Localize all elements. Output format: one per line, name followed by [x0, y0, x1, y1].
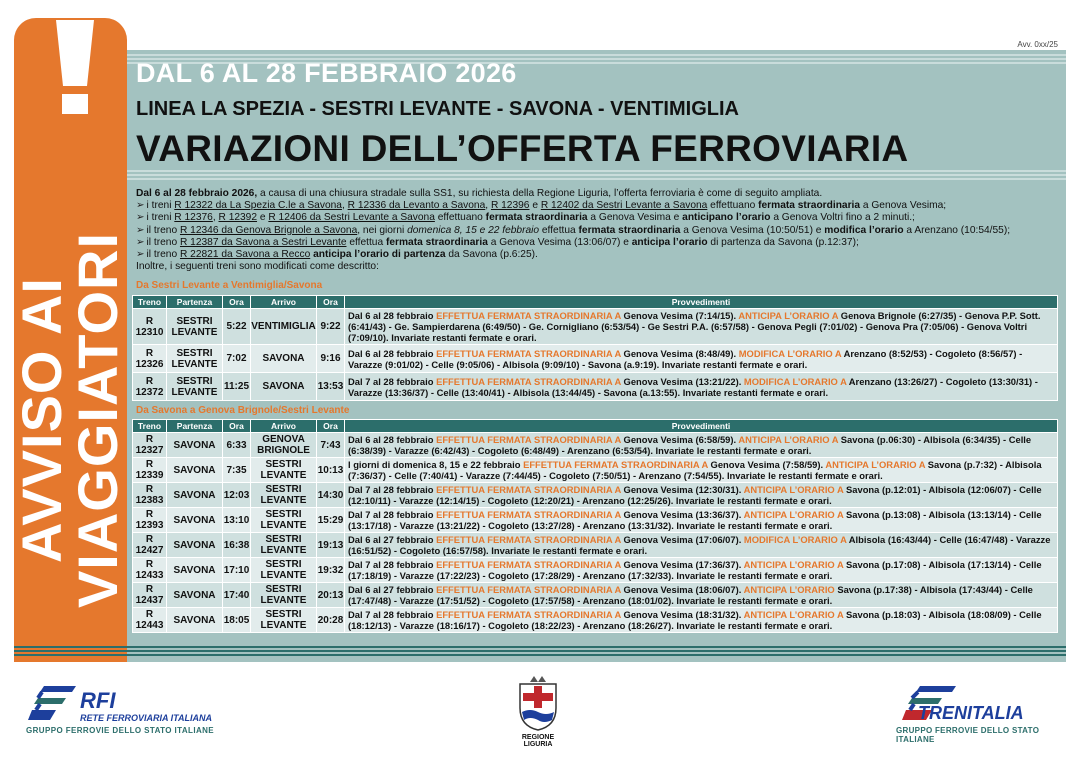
train-number: R 12372 [133, 373, 167, 401]
col-ora: Ora [223, 296, 251, 309]
table-row [133, 433, 1058, 458]
side-label-line-1: AVVISO AI [10, 277, 73, 563]
col-partenza: Partenza [167, 296, 223, 309]
departure-station: SAVONA [167, 458, 223, 483]
col-partenza: Partenza [167, 420, 223, 433]
intro-bullet-4: ➢ il treno R 12387 da Savona a Sestri Levante effettua fermata straordinaria a Genova Vesima (13:06/07) e anticipa l’orario di partenza da Savona (p.12:37); [136, 236, 859, 248]
arrival-time: 20:13 [317, 583, 345, 608]
train-number: R 12393 [133, 508, 167, 533]
table-row [133, 508, 1058, 533]
arrival-station: SAVONA [251, 345, 317, 373]
train-number: R 12443 [133, 608, 167, 633]
departure-station: SAVONA [167, 558, 223, 583]
table-row [133, 533, 1058, 558]
departure-station: SESTRI LEVANTE [167, 345, 223, 373]
col-ora-arrivo: Ora [317, 296, 345, 309]
col-treno: Treno [133, 420, 167, 433]
arrival-time: 15:29 [317, 508, 345, 533]
arrival-station: SESTRI LEVANTE [251, 508, 317, 533]
arrival-time: 14:30 [317, 483, 345, 508]
measures-text: Dal 6 al 28 febbraio EFFETTUA FERMATA STRAORDINARIA A Genova Vesima (7:14/15). ANTICIPA L’ORARIO A Genova Brignole (6:27/35) - Genova P.P. Sott. (6:41/43) - Ge. Sampierdarena (6:49/50) - Ge. Cornigliano (6:53/54) - Ge Sestri P.A. (6:57/58) - Genova Pegli (7:01/02) - Genova Pra (7:05/06) - Genova Voltri (7:09/10). Invariate restanti fermate e orari. [345, 309, 1058, 345]
table-header [133, 296, 1058, 309]
col-arrivo: Arrivo [251, 296, 317, 309]
table-row [133, 608, 1058, 633]
train-number: R 12339 [133, 458, 167, 483]
col-provvedimenti: Provvedimenti [345, 420, 1058, 433]
intro-text [136, 188, 1058, 273]
intro-bullet-3: ➢ il treno R 12346 da Genova Brignole a Savona, nei giorni domenica 8, 15 e 22 febbraio effettua fermata straordinaria a Genova Vesima (10:50/51) e modifica l’orario a Arenzano (10:54/55); [136, 224, 1011, 236]
departure-time: 11:25 [223, 373, 251, 401]
arrival-station: SESTRI LEVANTE [251, 583, 317, 608]
departure-time: 12:03 [223, 483, 251, 508]
arrival-station: SESTRI LEVANTE [251, 458, 317, 483]
timetable-2 [132, 419, 1058, 633]
departure-time: 17:40 [223, 583, 251, 608]
arrival-time: 9:16 [317, 345, 345, 373]
section-title-2: Da Savona a Genova Brignole/Sestri Levante [136, 405, 350, 416]
timetable-1 [132, 295, 1058, 401]
departure-time: 6:33 [223, 433, 251, 458]
departure-station: SAVONA [167, 508, 223, 533]
intro-bullet-2: ➢ i treni R 12376, R 12392 e R 12406 da Sestri Levante a Savona effettuano fermata straordinaria a Genova Vesima e anticipano l’orario a Genova Voltri fino a 2 minuti.; [136, 212, 915, 224]
table-row [133, 583, 1058, 608]
table-row [133, 309, 1058, 345]
section-title-1: Da Sestri Levante a Ventimiglia/Savona [136, 280, 323, 291]
departure-station: SAVONA [167, 583, 223, 608]
table-row [133, 558, 1058, 583]
arrival-station: SESTRI LEVANTE [251, 608, 317, 633]
table-row [133, 345, 1058, 373]
arrival-time: 19:32 [317, 558, 345, 583]
arrival-time: 13:53 [317, 373, 345, 401]
departure-time: 18:05 [223, 608, 251, 633]
measures-text: Dal 6 al 27 febbraio EFFETTUA FERMATA STRAORDINARIA A Genova Vesima (17:06/07). MODIFICA L’ORARIO A Albisola (16:43/44) - Celle (16:47/48) - Varazze (16:51/52) - Cogoleto (16:57/58). Invariate le restanti fermate e orari. [345, 533, 1058, 558]
arrival-station: SESTRI LEVANTE [251, 533, 317, 558]
departure-time: 5:22 [223, 309, 251, 345]
intro-line: Dal 6 al 28 febbraio 2026, a causa di una chiusura stradale sulla SS1, su richiesta della Regione Liguria, l’offerta ferroviaria è come di seguito ampliata. [136, 188, 823, 199]
measures-text: Dal 6 al 28 febbraio EFFETTUA FERMATA STRAORDINARIA A Genova Vesima (6:58/59). ANTICIPA L’ORARIO A Savona (p.06:30) - Albisola (6:34/35) - Celle (6:38/39) - Varazze (6:42/43) - Cogoleto (6:48/49) - Arenzano (6:53/54). Invariate le restanti fermate e orari. [345, 433, 1058, 458]
col-provvedimenti: Provvedimenti [345, 296, 1058, 309]
side-label-line-2: VIAGGIATORI [66, 231, 129, 609]
departure-time: 7:35 [223, 458, 251, 483]
intro-bullet-1: ➢ i treni R 12322 da La Spezia C.le a Savona, R 12336 da Levanto a Savona, R 12396 e R 12402 da Sestri Levante a Savona effettuano fermata straordinaria a Genova Vesima; [136, 200, 947, 212]
notice-code: Avv. 0xx/25 [1017, 40, 1058, 49]
table-header [133, 420, 1058, 433]
departure-station: SAVONA [167, 608, 223, 633]
period-title: DAL 6 AL 28 FEBBRAIO 2026 [136, 58, 517, 88]
side-label [10, 230, 129, 610]
departure-time: 17:10 [223, 558, 251, 583]
arrival-time: 20:28 [317, 608, 345, 633]
arrival-time: 19:13 [317, 533, 345, 558]
train-number: R 12427 [133, 533, 167, 558]
arrival-station: GENOVA BRIGNOLE [251, 433, 317, 458]
arrival-station: SAVONA [251, 373, 317, 401]
measures-text: I giorni di domenica 8, 15 e 22 febbraio EFFETTUA FERMATA STRAORDINARIA A Genova Vesima (7:58/59). ANTICIPA L’ORARIO A Savona (p.7:32) - Albisola (7:36/37) - Celle (7:40/41) - Varazze (7:44/45) - Cogoleto (7:50/51) - Arenzano (7:54/55). Invariate le restanti fermate e orari. [345, 458, 1058, 483]
rfi-group: GRUPPO FERROVIE DELLO STATO ITALIANE [26, 726, 215, 735]
exclamation-icon [54, 18, 96, 116]
measures-text: Dal 7 al 28 febbraio EFFETTUA FERMATA STRAORDINARIA A Genova Vesima (13:36/37). ANTICIPA L’ORARIO A Savona (p.13:08) - Albisola (13:13/14) - Celle (13:17/18) - Varazze (13:21/22) - Cogoleto (13:27/28) - Arenzano (13:31/32). Invariate le restanti fermate e orari. [345, 508, 1058, 533]
line-title: LINEA LA SPEZIA - SESTRI LEVANTE - SAVONA - VENTIMIGLIA [136, 98, 739, 120]
train-number: R 12327 [133, 433, 167, 458]
measures-text: Dal 7 al 28 febbraio EFFETTUA FERMATA STRAORDINARIA A Genova Vesima (12:30/31). ANTICIPA L’ORARIO A Savona (p.12:01) - Albisola (12:06/07) - Celle (12:10/11) - Varazze (12:14/15) - Cogoleto (12:20/21) - Arenzano (12:25/26). Invariate le restanti fermate e orari. [345, 483, 1058, 508]
main-title: VARIAZIONI DELL’OFFERTA FERROVIARIA [136, 128, 909, 169]
col-ora: Ora [223, 420, 251, 433]
arrival-station: SESTRI LEVANTE [251, 558, 317, 583]
train-number: R 12326 [133, 345, 167, 373]
measures-text: Dal 7 al 28 febbraio EFFETTUA FERMATA STRAORDINARIA A Genova Vesima (17:36/37). ANTICIPA L’ORARIO A Savona (p.17:08) - Albisola (17:13/14) - Celle (17:18/19) - Varazze (17:22/23) - Cogoleto (17:28/29) - Arenzano (17:32/33). Invariate le restanti fermate e orari. [345, 558, 1058, 583]
rfi-subtitle: RETE FERROVIARIA ITALIANA [80, 713, 212, 723]
intro-bullet-5: ➢ il treno R 22821 da Savona a Recco anticipa l’orario di partenza da Savona (p.6:25). [136, 249, 538, 261]
region-label: REGIONE LIGURIA [521, 734, 555, 748]
departure-station: SAVONA [167, 483, 223, 508]
departure-time: 7:02 [223, 345, 251, 373]
measures-text: Dal 7 al 28 febbraio EFFETTUA FERMATA STRAORDINARIA A Genova Vesima (18:31/32). ANTICIPA L’ORARIO A Savona (p.18:03) - Albisola (18:08/09) - Celle (18:12/13) - Varazze (18:16/17) - Cogoleto (18:22/23) - Arenzano (18:26/27). Invariate le restanti fermate e orari. [345, 608, 1058, 633]
footer-rule [14, 646, 1066, 648]
departure-station: SESTRI LEVANTE [167, 373, 223, 401]
train-number: R 12310 [133, 309, 167, 345]
arrival-time: 7:43 [317, 433, 345, 458]
measures-text: Dal 6 al 28 febbraio EFFETTUA FERMATA STRAORDINARIA A Genova Vesima (8:48/49). MODIFICA L’ORARIO A Arenzano (8:52/53) - Cogoleto (8:56/57) - Varazze (9:01/02) - Celle (9:05/06) - Albisola (9:09/10) - Savona (a.9:19). Invariate restanti fermate e orari. [345, 345, 1058, 373]
table-row [133, 458, 1058, 483]
rfi-logo-icon [26, 684, 78, 722]
train-number: R 12433 [133, 558, 167, 583]
table-row [133, 483, 1058, 508]
col-treno: Treno [133, 296, 167, 309]
train-number: R 12437 [133, 583, 167, 608]
col-arrivo: Arrivo [251, 420, 317, 433]
departure-station: SESTRI LEVANTE [167, 309, 223, 345]
departure-time: 16:38 [223, 533, 251, 558]
header-stripes-bottom [127, 168, 1066, 182]
intro-also: Inoltre, i seguenti treni sono modificati come descritto: [136, 261, 379, 273]
arrival-time: 10:13 [317, 458, 345, 483]
trenitalia-group: GRUPPO FERROVIE DELLO STATO ITALIANE [896, 726, 1040, 744]
rfi-wordmark: RFI [80, 688, 116, 713]
departure-time: 13:10 [223, 508, 251, 533]
measures-text: Dal 7 al 28 febbraio EFFETTUA FERMATA STRAORDINARIA A Genova Vesima (13:21/22). MODIFICA L’ORARIO A Arenzano (13:26/27) - Cogoleto (13:30/31) - Varazze (13:36/37) - Celle (13:40/41) - Albisola (13:44/45) - Savona (a.13:55). Invariate restanti fermate e orari. [345, 373, 1058, 401]
arrival-station: VENTIMIGLIA [251, 309, 317, 345]
col-ora-arrivo: Ora [317, 420, 345, 433]
trenitalia-wordmark: TRENITALIA [918, 703, 1024, 723]
arrival-station: SESTRI LEVANTE [251, 483, 317, 508]
region-crest-icon [514, 676, 562, 732]
table-row [133, 373, 1058, 401]
footer-rule [14, 650, 1066, 652]
measures-text: Dal 6 al 27 febbraio EFFETTUA FERMATA STRAORDINARIA A Genova Vesima (18:06/07). ANTICIPA L’ORARIO Savona (p.17:38) - Albisola (17:43/44) - Celle (17:47/48) - Varazze (17:51/52) - Cogoleto (17:57/58) - Arenzano (18:01/02). Invariate le restanti fermate e orari. [345, 583, 1058, 608]
arrival-time: 9:22 [317, 309, 345, 345]
footer-rule [14, 654, 1066, 656]
departure-station: SAVONA [167, 433, 223, 458]
departure-station: SAVONA [167, 533, 223, 558]
train-number: R 12383 [133, 483, 167, 508]
